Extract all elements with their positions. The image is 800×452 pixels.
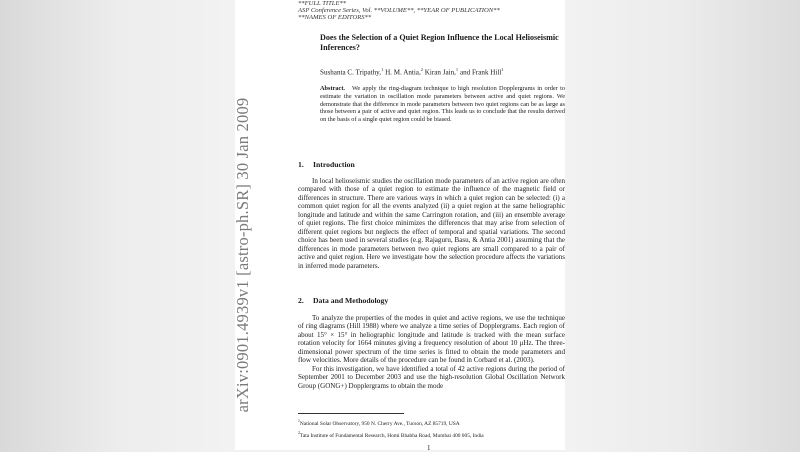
page-number: 1 [427, 444, 431, 452]
affiliation-mark: 1 [455, 67, 459, 72]
author-name: H. M. Antia, [385, 68, 421, 77]
author-name: Sushanta C. Tripathy, [320, 68, 382, 77]
section-body-data-methodology [298, 314, 565, 390]
paragraph: To analyze the properties of the modes in quiet and active regions, we use the technique of ring diagrams (Hill 1988) where we analyze a time series of Dopplergrams. Each region of about 15° × 15° in heliographic longitude and latitude is tracked with the mean surface rotation velocity for 1664 minutes giving a frequency resolution of about 10 μHz. The three-dimensional power spectrum of the time series is fitted to obtain the mode parameters and flow velocities. More details of the procedure can be found in Corbard et al. (2003). [298, 314, 565, 365]
section-number: 2. [298, 296, 304, 305]
author-name: Kiran Jain, [424, 68, 456, 77]
footnote-mark: 1 [298, 419, 300, 423]
section-heading-introduction [298, 160, 355, 169]
abstract-label: Abstract. [320, 85, 346, 92]
section-title: Introduction [313, 160, 355, 169]
section-heading-data-methodology [298, 296, 388, 305]
author-list [320, 67, 504, 76]
section-number: 1. [298, 160, 304, 169]
abstract-text: We apply the ring-diagram technique to high resolution Dopplergrams in order to estimate the variation in oscillation mode parameters between active and quiet regions. We demonstrate that the difference in mode parameters between two quiet regions can be as large as those between a pair of active and quiet region. This leads us to conclude that the results derived on the basis of a single quiet region could be biased. [320, 85, 565, 124]
arxiv-stamp[interactable]: arXiv:0901.4939v1 [astro-ph.SR] 30 Jan 2009 [233, 97, 252, 413]
header-series: ASP Conference Series, Vol. **VOLUME**, **YEAR OF PUBLICATION** [298, 7, 500, 14]
abstract [320, 85, 565, 124]
affiliation-mark: 2 [420, 67, 423, 72]
footnote-2 [298, 431, 484, 439]
paper-title: Does the Selection of a Quiet Region Influence the Local Helioseismic Inferences? [320, 33, 559, 52]
section-body-introduction [298, 177, 565, 270]
header-full-title: **FULL TITLE** [298, 0, 347, 7]
footnote-text: National Solar Observatory, 950 N. Cherry Ave., Tucson, AZ 85719, USA [299, 420, 460, 427]
header-editors: **NAMES OF EDITORS** [298, 14, 372, 21]
author-name: and Frank Hill [459, 68, 502, 77]
footnote-text: Tata Institute of Fundamental Research, Homi Bhabha Road, Mumbai 400 005, India [299, 432, 484, 439]
affiliation-mark: 1 [381, 67, 384, 72]
footnote-mark: 2 [298, 431, 300, 435]
footnote-1 [298, 419, 460, 427]
paragraph: For this investigation, we have identified a total of 42 active regions during the period of September 2001 to December 2003 and use the high-resolution Global Oscillation Network Group (GONG+) Dopplergrams to obtain the mode [298, 364, 565, 390]
section-title: Data and Methodology [313, 296, 389, 305]
affiliation-mark: 1 [501, 67, 504, 72]
footnote-rule [298, 413, 404, 414]
paragraph: In local helioseismic studies the oscillation mode parameters of an active region are often compared with those of a quiet region to estimate the influence of the magnetic field or differences in structure. There are various ways in which a quiet region can be selected: (i) a common quiet region for all the events analyzed (ii) a quiet region at the same heliographic longitude and latitude and within the same Carrington rotation, and (iii) an ensemble average of quiet regions. The first choice minimizes the differences that may arise from selection of different quiet regions but neglects the effect of temporal and spatial variations. The second choice has been used in several studies (e.g. Rajaguru, Basu, & Antia 2001) assuming that the differences in mode parameters between two quiet regions are small compared to a pair of active and quiet region. Here we investigate how the selection procedure affects the variations in inferred mode parameters. [298, 177, 565, 270]
